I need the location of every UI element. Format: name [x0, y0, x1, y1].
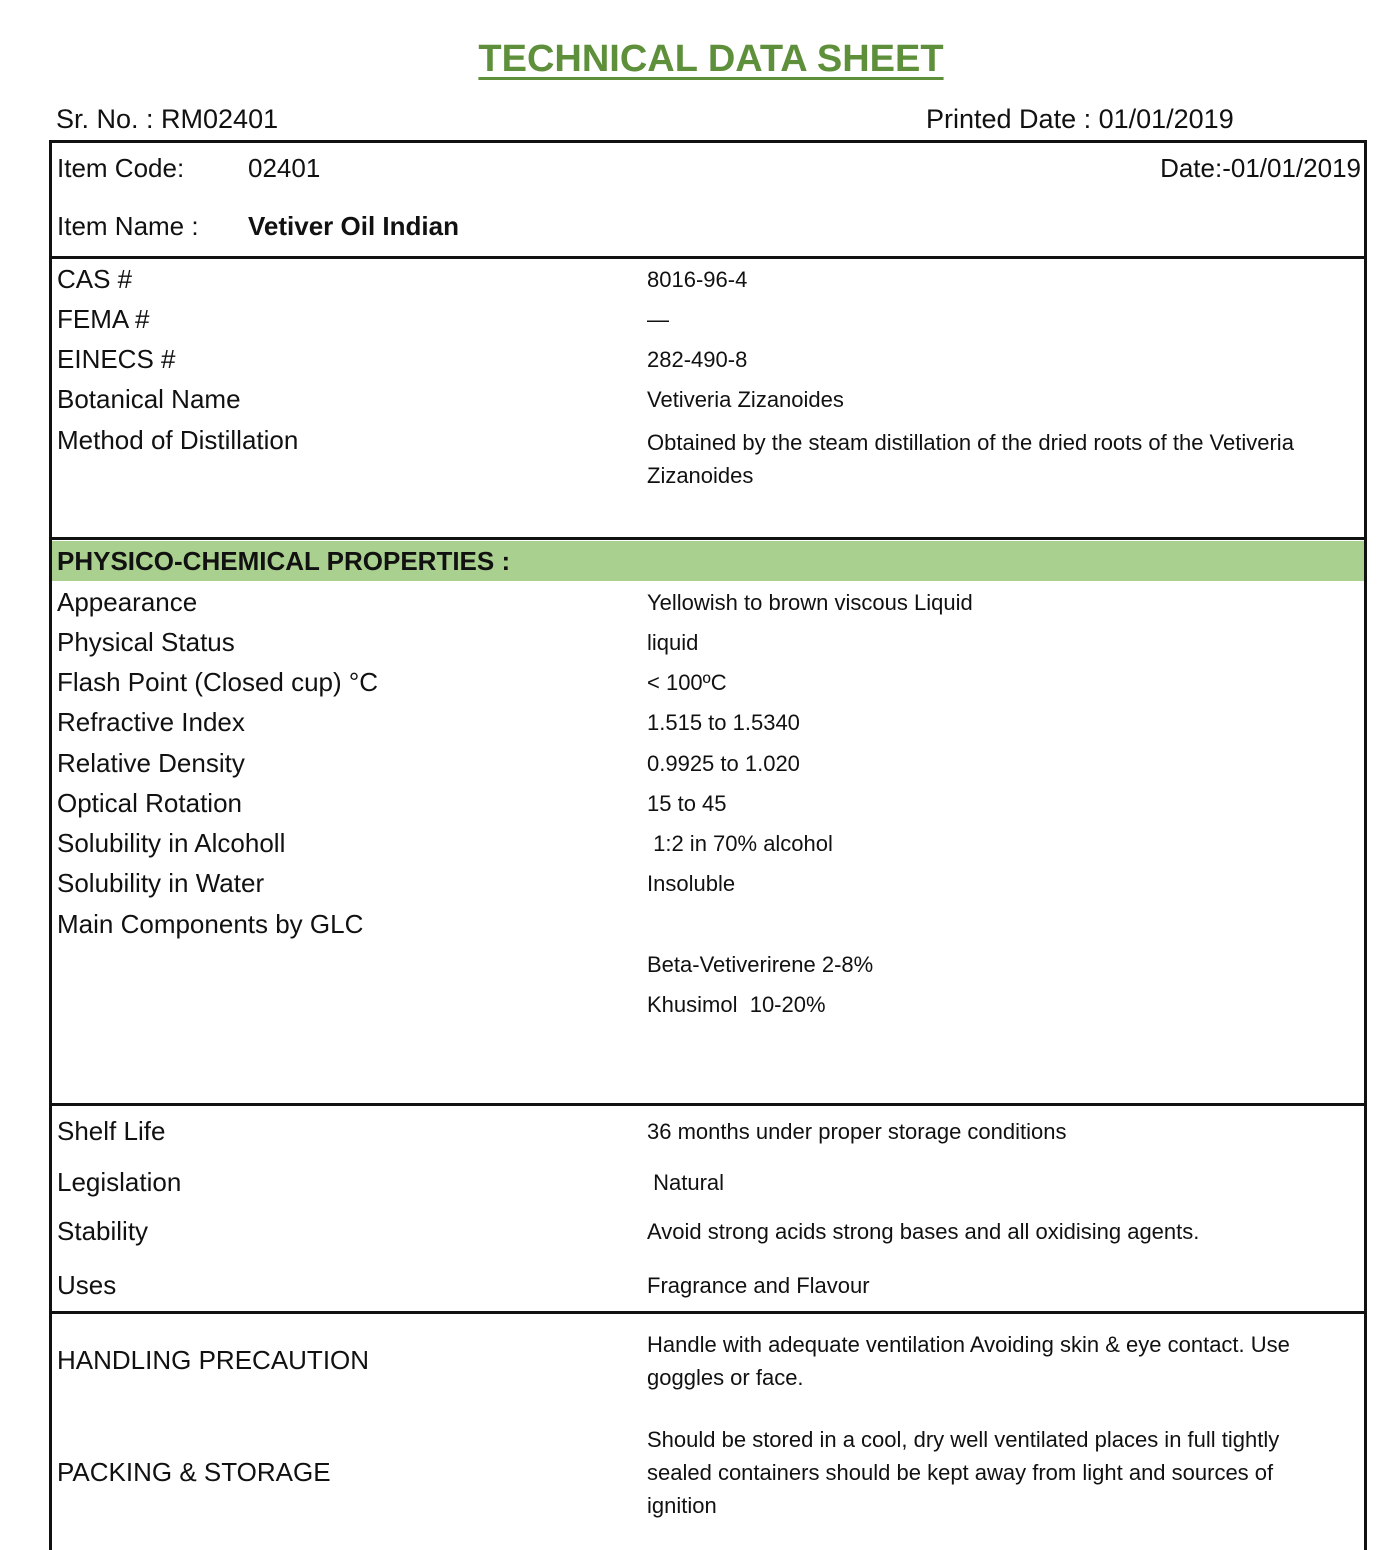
- physical-status-label: Physical Status: [57, 627, 235, 657]
- optical-rotation-label: Optical Rotation: [57, 788, 242, 818]
- flash-point-label: Flash Point (Closed cup) °C: [57, 667, 379, 697]
- shelf-life-value: 36 months under proper storage conditions: [647, 1119, 1067, 1144]
- flash-point-value: < 100ºC: [647, 670, 727, 695]
- solubility-water-label: Solubility in Water: [57, 868, 265, 898]
- printed-date: Printed Date : 01/01/2019: [926, 104, 1234, 134]
- fema-label: FEMA #: [57, 304, 150, 334]
- relative-density-label: Relative Density: [57, 748, 245, 778]
- legislation-value: Natural: [647, 1170, 725, 1195]
- divider: [52, 1311, 1364, 1314]
- component-item: Beta-Vetiverirene 2-8%: [647, 952, 874, 977]
- botanical-name-value: Vetiveria Zizanoides: [647, 387, 844, 412]
- main-components-label: Main Components by GLC: [57, 909, 364, 939]
- data-sheet-table: [49, 140, 1367, 1550]
- item-name-value: Vetiver Oil Indian: [248, 211, 459, 241]
- refractive-index-value: 1.515 to 1.5340: [647, 710, 800, 735]
- appearance-value: Yellowish to brown viscous Liquid: [647, 590, 973, 615]
- divider: [52, 256, 1364, 259]
- cas-label: CAS #: [57, 264, 133, 294]
- uses-value: Fragrance and Flavour: [647, 1273, 870, 1298]
- legislation-label: Legislation: [57, 1167, 182, 1197]
- item-code-value: 02401: [248, 153, 321, 183]
- divider: [52, 1103, 1364, 1106]
- packing-label: PACKING & STORAGE: [57, 1457, 331, 1487]
- component-item: Khusimol 10-20%: [647, 992, 826, 1017]
- handling-label: HANDLING PRECAUTION: [57, 1345, 370, 1375]
- distillation-label: Method of Distillation: [57, 425, 299, 455]
- relative-density-value: 0.9925 to 1.020: [647, 751, 800, 776]
- packing-value: Should be stored in a cool, dry well ventilated places in full tightly sealed containers should be kept away from light and sources of ignition: [647, 1427, 1280, 1518]
- botanical-name-label: Botanical Name: [57, 384, 241, 414]
- item-date: Date:-01/01/2019: [1160, 153, 1361, 183]
- stability-value: Avoid strong acids strong bases and all oxidising agents.: [647, 1219, 1200, 1244]
- uses-label: Uses: [57, 1270, 117, 1300]
- stability-label: Stability: [57, 1216, 149, 1246]
- solubility-alcohol-label: Solubility in Alcoholl: [57, 828, 286, 858]
- einecs-label: EINECS #: [57, 344, 176, 374]
- item-code-label: Item Code:: [57, 153, 185, 183]
- einecs-value: 282-490-8: [647, 347, 748, 372]
- distillation-value: Obtained by the steam distillation of the dried roots of the Vetiveria Zizanoides: [647, 430, 1294, 488]
- item-name-label: Item Name :: [57, 211, 199, 241]
- shelf-life-label: Shelf Life: [57, 1116, 166, 1146]
- physical-status-value: liquid: [647, 630, 699, 655]
- physico-heading: PHYSICO-CHEMICAL PROPERTIES :: [57, 546, 511, 576]
- appearance-label: Appearance: [57, 587, 198, 617]
- fema-value: —: [647, 307, 669, 332]
- solubility-water-value: Insoluble: [647, 871, 736, 896]
- serial-number: Sr. No. : RM02401: [56, 104, 279, 134]
- refractive-index-label: Refractive Index: [57, 707, 245, 737]
- handling-value: Handle with adequate ventilation Avoiding skin & eye contact. Use goggles or face.: [647, 1332, 1290, 1390]
- divider: [52, 537, 1364, 540]
- solubility-alcohol-value: 1:2 in 70% alcohol: [647, 831, 833, 856]
- document-title: TECHNICAL DATA SHEET: [478, 38, 944, 80]
- cas-value: 8016-96-4: [647, 267, 748, 292]
- optical-rotation-value: 15 to 45: [647, 791, 727, 816]
